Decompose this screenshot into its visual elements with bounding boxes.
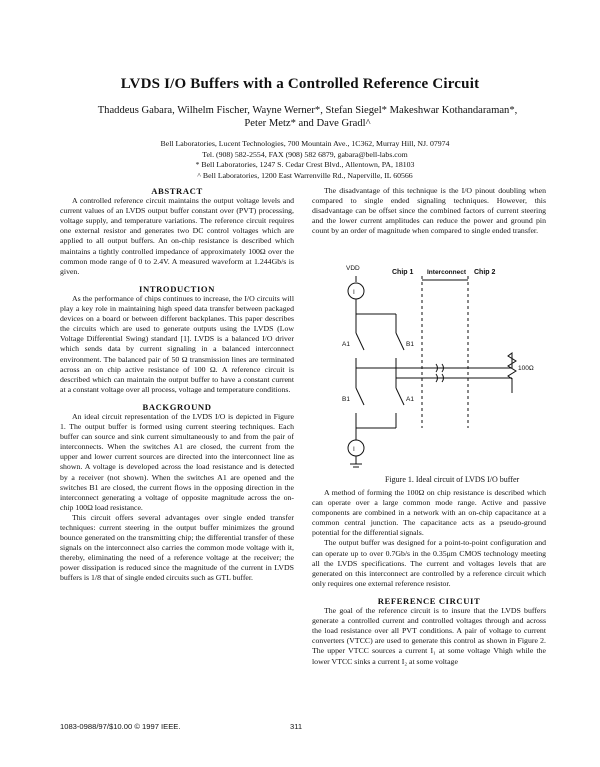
affiliation-line: Tel. (908) 582-2554, FAX (908) 582 6879, gabara@bell-labs.com [202,149,408,159]
copyright-footer: 1083-0988/97/$10.00 © 1997 IEEE. [60,722,181,731]
left-column [60,186,294,584]
interconnect-label: Interconnect [427,269,467,276]
right-column-top [312,186,546,236]
background-heading: BACKGROUND [142,401,212,412]
switch-b1-top-label: B1 [406,341,414,348]
figure-1-circuit [312,258,546,473]
switch-b1-bottom-label: B1 [342,396,350,403]
affiliation-line: * Bell Laboratories, 1247 S. Cedar Crest Blvd., Allentown, PA, 18103 [195,160,415,169]
introduction-text: As the performance of chips continues to increase, the I/O circuits will play a key role in maintaining high speed data transfer between packaged devices on a board or between different backplanes. This paper describes the circuits which are used to generate outputs using the LVDS (Low Voltage Differential Swing) standard [1]. LVDS is a balanced I/O driver which sends data by current signaling in a balanced interconnect environment. The balanced pair of 50 Ω transmission lines are terminated across an on chip active resistance of 100 Ω. A reference circuit is described which can maintain the output buffer to have a constant current at a constant voltage over all process, voltage and temperature conditions. [60,293,294,394]
current-label-bottom: I [353,446,355,453]
introduction-heading: INTRODUCTION [139,283,215,294]
switch-a1-top-label: A1 [342,341,350,348]
resistance-paragraph: A method of forming the 100Ω on chip resistance is described which can operate over a large common mode range. Active and passive components are combined in a network with an on-chip capacitance at a common central junction. The capacitance acts as a pseudo-ground potential for the differential signals. [312,488,546,538]
switch-a1-bottom-label: A1 [406,396,414,403]
current-source-bottom-icon [348,440,364,456]
page-number: 311 [290,722,303,731]
affiliation-line: Bell Laboratories, Lucent Technologies, 700 Mountain Ave., 1C362, Murray Hill, NJ. 07974 [160,139,450,148]
author-list: Thaddeus Gabara, Wilhelm Fischer, Wayne Werner*, Stefan Siegel* Makeshwar Kothandaraman*, Peter Metz* and Dave Gradl^ [97,105,518,129]
paper-title: LVDS I/O Buffers with a Controlled Reference Circuit [120,76,480,92]
reference-heading: REFERENCE CIRCUIT [377,595,481,606]
background-paragraph: An ideal circuit representation of the LVDS I/O is depicted in Figure 1. The output buffer is formed using current steering techniques. Each buffer can source and sink current simultaneously to and from the pair of interconnects. When the switches A1 are closed, the current from the upper and lower current sources are directed into the interconnect line as shown. A voltage is developed across the load resistance and is detected by a receiver (not shown). When the switches A1 are opened and the switches B1 are closed, the current flows in the opposing direction in the interconnect generating a voltage of opposite magnitude across the on-chip 100Ω load resistance. [60,411,294,512]
background-paragraph: This circuit offers several advantages over single ended transfer techniques: current steering in the output buffer minimizes the ground bounce generated on the transmitting chip; the differential transfer of these signals on the interconnect also carries the common mode voltage with it, thereby, eliminating the need of a reference voltage at the receiver; the power dissipation is reduced since the magnitude of the current in LVDS buffers is 1/8 that of single ended circuits such as GTL buffer. [60,512,294,583]
vdd-label: VDD [346,265,360,272]
output-buffer-paragraph: The output buffer was designed for a point-to-point configuration and can operate up to over 0.7Gb/s in the 0.35μm CMOS technology meeting all the LVDS specifications. The current and voltages levels that are generated on this interconnect are controlled by a reference circuit which only requires one external reference resistor. [312,538,546,588]
chip1-label: Chip 1 [392,269,414,276]
disadvantage-paragraph: The disadvantage of this technique is the I/O pinout doubling when compared to single ended signaling techniques. However, this disadvantage can be offset since the combined factors of current steering and the lower current amplitudes can reduce the power and ground pin count by an order of magnitude when compared to single ended transfer. [312,186,546,236]
affiliation-line: ^ Bell Laboratories, 1200 East Warrenville Rd., Naperville, IL 60566 [197,170,413,180]
figure-1-caption: Figure 1. Ideal circuit of LVDS I/O buffer [385,475,520,484]
abstract-heading: ABSTRACT [151,186,203,196]
resistor-label: 100Ω [518,365,534,372]
chip2-label: Chip 2 [474,269,496,276]
affiliations [120,139,490,181]
reference-text: The goal of the reference circuit is to insure that the LVDS buffers generate a controlled current and controlled voltages through and across the load resistance over all PVT conditions. A pair of voltage to current converters (VTCC) are used to generate this control as shown in Figure 2. The upper VTCC sources a current I₁ at some voltage Vhigh while the lower VTCC sinks a current I₂ at some voltage [312,606,546,666]
current-label-top: I [353,289,355,296]
abstract-text: A controlled reference circuit maintains the output voltage levels and current values of an LVDS output buffer constant over (PVT) processing, voltage supply, and temperature variations. The reference circuit requires one external resistor and generates two DC control voltages which are applied to all output buffers. An on-chip resistance is described which maintains a tightly controlled impedance of approximately 100Ω over the common mode range of 0 to 2.4V. A measured waveform at 1.244Gb/s is given. [60,196,294,276]
right-column-bottom [312,488,546,667]
current-source-top-icon [348,283,364,299]
